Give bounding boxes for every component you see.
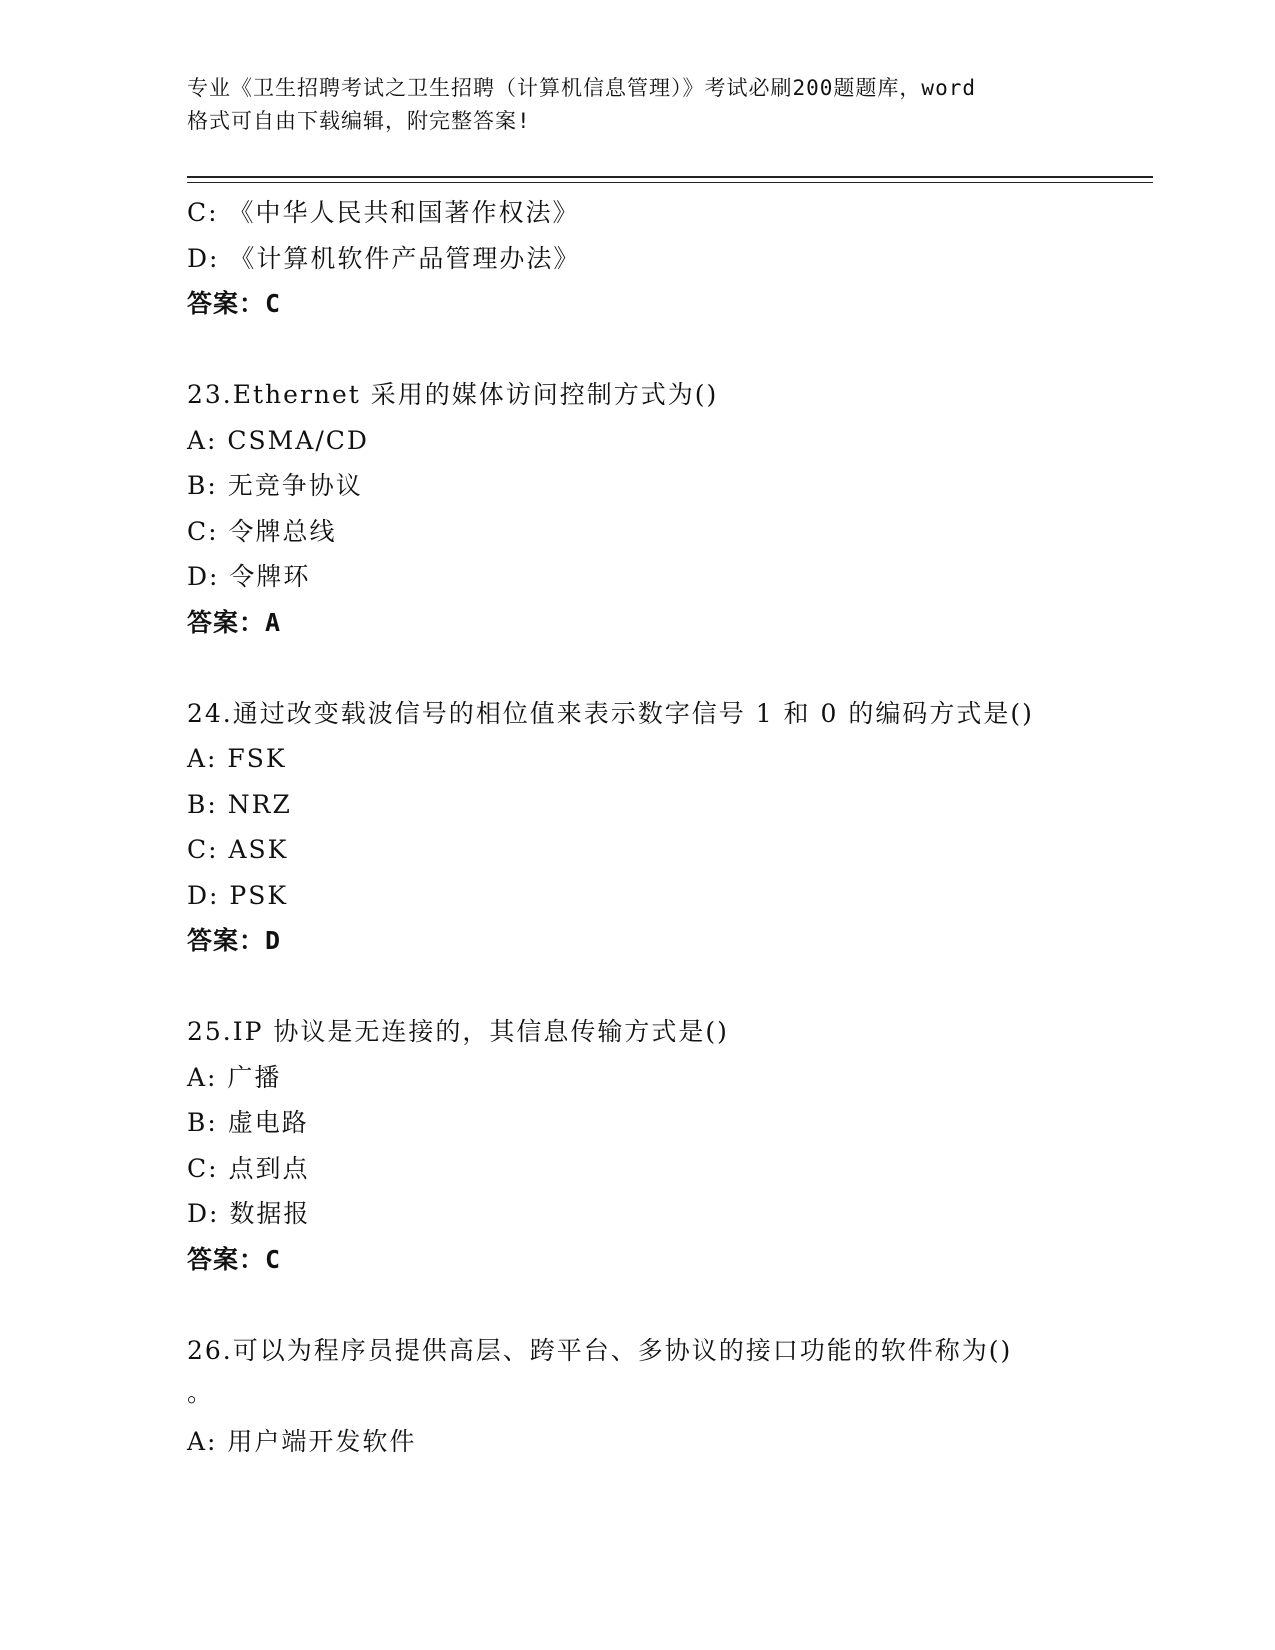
q26-question: 26.可以为程序员提供高层、跨平台、多协议的接口功能的软件称为() xyxy=(187,1335,1013,1365)
q23-question: 23.Ethernet 采用的媒体访问控制方式为() xyxy=(187,380,719,409)
q23-option-b: B: 无竞争协议 xyxy=(187,471,363,500)
q26-option-a: A: 用户端开发软件 xyxy=(187,1426,417,1456)
document-header xyxy=(187,72,1087,138)
q22-option-c: C: 《中华人民共和国著作权法》 xyxy=(187,198,580,227)
header-rule-thin xyxy=(187,182,1153,183)
q25-option-d: D: 数据报 xyxy=(187,1199,311,1228)
spacer xyxy=(187,645,1147,691)
q22-answer: 答案：C xyxy=(187,289,282,318)
q25-question: 25.IP 协议是无连接的，其信息传输方式是() xyxy=(187,1017,729,1046)
q22-option-d: D: 《计算机软件产品管理办法》 xyxy=(187,243,581,273)
q25-option-b: B: 虚电路 xyxy=(187,1108,309,1137)
q25-answer: 答案：C xyxy=(187,1244,282,1274)
q26-question-continuation: 。 xyxy=(187,1378,213,1407)
q25-option-a: A: 广播 xyxy=(187,1062,282,1092)
q24-option-c: C: ASK xyxy=(187,835,289,864)
header-line-2: 格式可自由下载编辑，附完整答案! xyxy=(187,109,531,133)
header-rule-thick xyxy=(187,176,1153,178)
spacer xyxy=(187,327,1147,373)
q24-answer: 答案：D xyxy=(187,926,282,955)
q24-option-b: B: NRZ xyxy=(187,789,292,819)
q24-option-a: A: FSK xyxy=(187,744,287,773)
q23-option-d: D: 令牌环 xyxy=(187,562,311,591)
header-line-1: 专业《卫生招聘考试之卫生招聘（计算机信息管理）》考试必刷200题题库，word xyxy=(187,76,976,100)
q23-option-a: A: CSMA/CD xyxy=(187,425,369,455)
q23-answer: 答案：A xyxy=(187,607,282,637)
spacer xyxy=(187,1282,1147,1328)
q23-option-c: C: 令牌总线 xyxy=(187,516,337,546)
spacer xyxy=(187,964,1147,1010)
question-list xyxy=(187,190,1147,1464)
q24-option-d: D: PSK xyxy=(187,880,289,910)
q25-option-c: C: 点到点 xyxy=(187,1153,310,1183)
q24-question: 24.通过改变载波信号的相位值来表示数字信号 1 和 0 的编码方式是() xyxy=(187,698,1034,728)
